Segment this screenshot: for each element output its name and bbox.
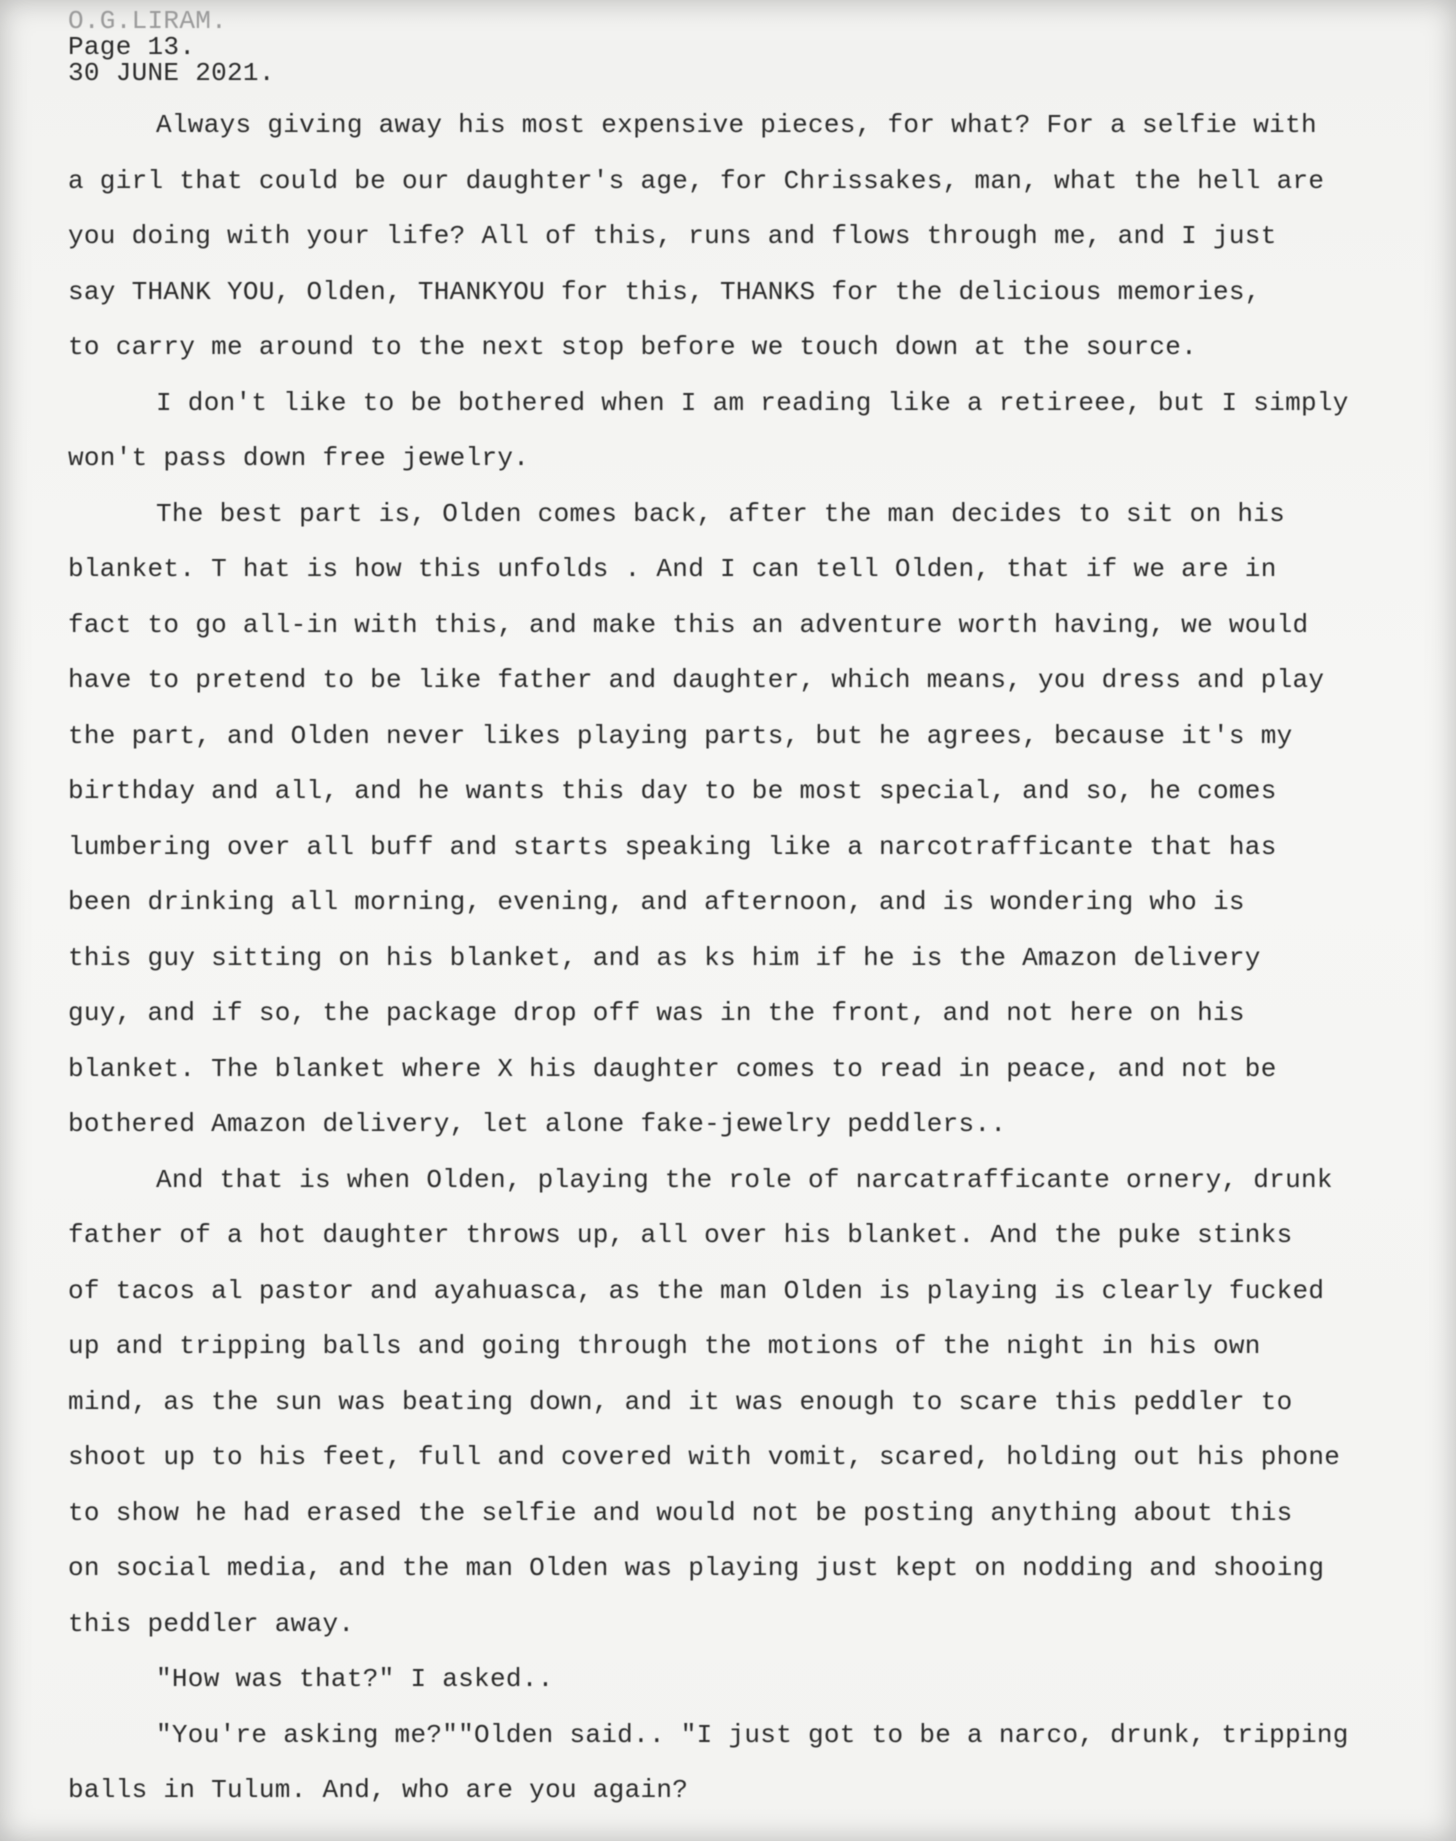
text-line: The best part is, Olden comes back, after the man decides to sit on his xyxy=(156,498,1286,529)
text-line: mind, as the sun was beating down, and it was enough to scare this peddler to xyxy=(68,1386,1293,1417)
page-label: Page 13. xyxy=(68,32,196,62)
text-line: shoot up to his feet, full and covered with vomit, scared, holding out his phone xyxy=(68,1442,1341,1472)
text-line: been drinking all morning, evening, and afternoon, and is wondering who is xyxy=(68,887,1245,917)
text-line: guy, and if so, the package drop off was in the front, and not here on his xyxy=(68,998,1245,1028)
text-line: have to pretend to be like father and daughter, which means, you dress and play xyxy=(68,665,1325,695)
text-line: balls in Tulum. And, who are you again? xyxy=(68,1775,689,1805)
text-line: "How was that?" I asked.. xyxy=(156,1664,554,1694)
text-line: I don't like to be bothered when I am reading like a retireee, but I simply xyxy=(156,387,1349,418)
text-line: bothered Amazon delivery, let alone fake-jewelry peddlers.. xyxy=(68,1109,1007,1139)
text-line: fact to go all-in with this, and make this an adventure worth having, we would xyxy=(68,609,1309,640)
text-line: father of a hot daughter throws up, all over his blanket. And the puke stinks xyxy=(68,1220,1293,1250)
text-line: lumbering over all buff and starts speaking like a narcotrafficante that has xyxy=(68,831,1277,862)
text-line: Always giving away his most expensive pieces, for what? For a selfie with xyxy=(156,110,1317,140)
text-line: on social media, and the man Olden was playing just kept on nodding and shooing xyxy=(68,1553,1325,1583)
typed-text-block xyxy=(68,8,1428,1831)
text-line: you doing with your life? All of this, runs and flows through me, and I just xyxy=(68,221,1277,251)
text-line: a girl that could be our daughter's age, for Chrissakes, man, what the hell are xyxy=(68,165,1325,196)
text-line: won't pass down free jewelry. xyxy=(68,443,530,473)
date-line: 30 JUNE 2021. xyxy=(68,58,275,88)
author-line: O.G.LIRAM. xyxy=(68,6,228,36)
text-line: of tacos al pastor and ayahuasca, as the man Olden is playing is clearly fucked xyxy=(68,1275,1325,1306)
text-line: the part, and Olden never likes playing parts, but he agrees, because it's my xyxy=(68,720,1293,751)
text-line: to show he had erased the selfie and would not be posting anything about this xyxy=(68,1497,1293,1528)
text-line: this guy sitting on his blanket, and as ks him if he is the Amazon delivery xyxy=(68,942,1261,973)
text-line: blanket. The blanket where X his daughter comes to read in peace, and not be xyxy=(68,1053,1277,1084)
text-line: blanket. T hat is how this unfolds . And I can tell Olden, that if we are in xyxy=(68,554,1277,584)
text-line: "You're asking me?""Olden said.. "I just got to be a narco, drunk, tripping xyxy=(156,1719,1349,1750)
text-line: up and tripping balls and going through the motions of the night in his own xyxy=(68,1331,1261,1361)
text-line: this peddler away. xyxy=(68,1608,355,1639)
text-line: say THANK YOU, Olden, THANKYOU for this, THANKS for the delicious memories, xyxy=(68,276,1261,307)
body-text xyxy=(68,110,1428,1831)
text-line: to carry me around to the next stop before we touch down at the source. xyxy=(68,332,1198,362)
text-line: And that is when Olden, playing the role of narcatrafficante ornery, drunk xyxy=(156,1164,1333,1195)
text-line: birthday and all, and he wants this day to be most special, and so, he comes xyxy=(68,776,1277,806)
